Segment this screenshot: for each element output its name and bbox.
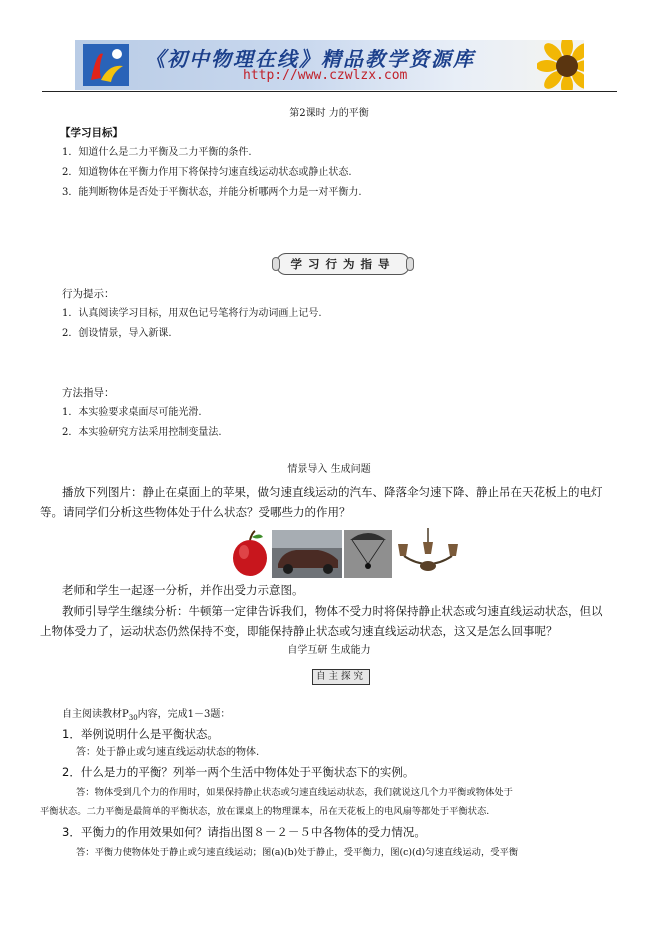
section1-paragraph: 播放下列图片：静止在桌面上的苹果，做匀速直线运动的汽车、降落伞匀速下降、静止吊在天花板上的电灯	[62, 485, 603, 499]
section-title-self-study: 自学互研 生成能力	[287, 645, 371, 656]
section1-paragraph: 老师和学生一起逐一分析，并作出受力示意图。	[62, 583, 304, 597]
behavior-tips-heading: 行为提示：	[62, 288, 115, 300]
chandelier-image	[394, 528, 462, 580]
method-guide-item: 1．本实验要求桌面尽可能光滑.	[62, 407, 202, 418]
self-explore-label: 自主探究	[312, 669, 370, 685]
behavior-tip-item: 2．创设情景，导入新课.	[62, 328, 172, 339]
answer-3: 答：平衡力使物体处于静止或匀速直线运动；图(a)(b)处于静止，受平衡力，图(c)(d)匀速直线运动，受平衡	[76, 847, 519, 858]
answer-2: 答：物体受到几个力的作用时，如果保持静止状态或匀速直线运动状态，我们就说这几个力平衡或物体处于	[76, 787, 513, 798]
lesson-title: 第2课时 力的平衡	[289, 108, 369, 119]
question-1: 1．举例说明什么是平衡状态。	[62, 727, 219, 741]
section1-paragraph: 等。请同学们分析这些物体处于什么状态？受哪些力的作用？	[40, 505, 351, 519]
banner-url[interactable]: http://www.czwlzx.com	[243, 68, 408, 83]
method-guide-item: 2．本实验研究方法采用控制变量法.	[62, 427, 222, 438]
section-title-scenario: 情景导入 生成问题	[287, 464, 371, 475]
objectives-heading: 【学习目标】	[60, 127, 123, 139]
behavior-tip-item: 1．认真阅读学习目标，用双色记号笔将行为动词画上记号.	[62, 308, 322, 319]
logo-icon	[83, 44, 129, 86]
parachute-image	[344, 530, 392, 578]
banner-title: 《初中物理在线》精品教学资源库	[145, 47, 475, 71]
question-2: 2．什么是力的平衡？列举一两个生活中物体处于平衡状态下的实例。	[62, 765, 415, 779]
answer-2: 平衡状态。二力平衡是最简单的平衡状态，放在课桌上的物理课本，吊在天花板上的电风扇等都处于平衡状态.	[40, 806, 490, 817]
section1-paragraph: 教师引导学生继续分析：牛顿第一定律告诉我们，物体不受力时将保持静止状态或匀速直线运动状态，但以	[62, 604, 603, 618]
sunflower-icon	[537, 40, 584, 90]
car-image	[272, 530, 342, 578]
section1-paragraph: 上物体受力了，运动状态仍然保持不变，即能保持静止状态或匀速直线运动状态，这又是怎么回事呢？	[40, 624, 558, 638]
objective-item: 1．知道什么是二力平衡及二力平衡的条件.	[62, 147, 252, 158]
objective-item: 2．知道物体在平衡力作用下将保持匀速直线运动状态或静止状态.	[62, 167, 352, 178]
guide-banner: 学习行为指导	[276, 253, 410, 275]
apple-image	[230, 528, 270, 580]
header-rule	[42, 91, 617, 92]
self-study-intro: 自主阅读教材$P_{30}$内容，完成1－3题：	[62, 709, 231, 722]
answer-1: 答：处于静止或匀速直线运动状态的物体.	[76, 747, 260, 758]
objective-item: 3．能判断物体是否处于平衡状态，并能分析哪两个力是一对平衡力.	[62, 187, 362, 198]
question-3: 3．平衡力的作用效果如何？请指出图８－２－５中各物体的受力情况。	[62, 825, 426, 839]
method-guide-heading: 方法指导：	[62, 387, 115, 399]
scenario-images	[230, 528, 462, 580]
header-banner	[75, 40, 584, 90]
